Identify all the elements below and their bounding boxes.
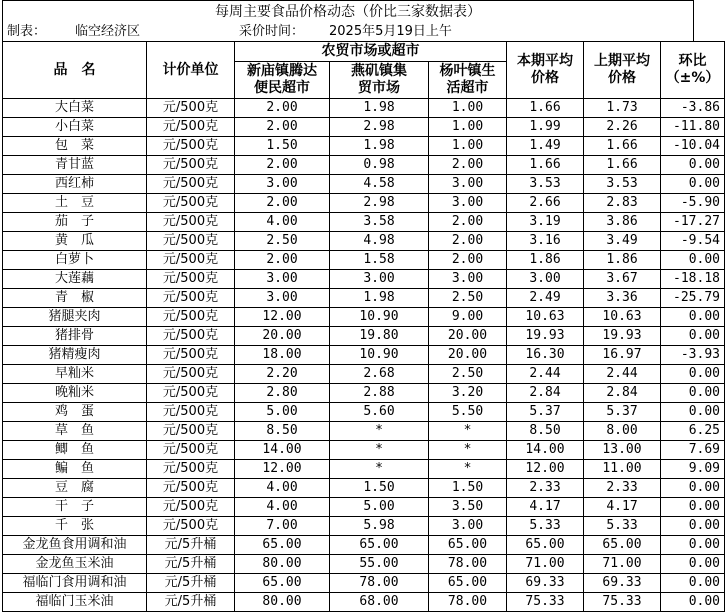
unit-cell: 元/500克	[147, 175, 235, 194]
change-percent: 0.00	[661, 536, 725, 555]
market3-price: 9.00	[429, 308, 507, 327]
market2-price: 4.98	[330, 232, 429, 251]
table-row	[3, 441, 725, 460]
previous-avg: 11.00	[584, 460, 661, 479]
table-row	[3, 422, 725, 441]
market1-price: 14.00	[235, 441, 330, 460]
header-previous	[584, 42, 661, 99]
table-row	[3, 536, 725, 555]
table-row	[3, 403, 725, 422]
item-name: 福临门玉米油	[3, 593, 147, 612]
market2-price: 2.68	[330, 365, 429, 384]
item-name: 白萝卜	[3, 251, 147, 270]
change-percent: 0.00	[661, 308, 725, 327]
change-percent: -10.04	[661, 137, 725, 156]
unit-cell: 元/500克	[147, 403, 235, 422]
market3-price: 3.00	[429, 270, 507, 289]
table-row	[3, 555, 725, 574]
unit-cell: 元/5升桶	[147, 593, 235, 612]
unit-cell: 元/500克	[147, 137, 235, 156]
table-row	[3, 517, 725, 536]
market1-price: 65.00	[235, 574, 330, 593]
change-percent: -18.18	[661, 270, 725, 289]
table-row	[3, 498, 725, 517]
market3-price: 3.00	[429, 517, 507, 536]
market1-price: 5.00	[235, 403, 330, 422]
market3-price: 2.00	[429, 232, 507, 251]
market2-price: 1.98	[330, 99, 429, 118]
market2-price: 19.80	[330, 327, 429, 346]
unit-cell: 元/500克	[147, 384, 235, 403]
previous-avg: 4.17	[584, 498, 661, 517]
current-avg: 1.49	[507, 137, 584, 156]
previous-avg: 13.00	[584, 441, 661, 460]
previous-avg: 8.00	[584, 422, 661, 441]
market3-price: 2.00	[429, 213, 507, 232]
market2-price: 1.58	[330, 251, 429, 270]
current-avg: 19.93	[507, 327, 584, 346]
item-name: 小白菜	[3, 118, 147, 137]
previous-avg: 5.33	[584, 517, 661, 536]
change-percent: 6.25	[661, 422, 725, 441]
market2-price: 10.90	[330, 346, 429, 365]
market3-price: 20.00	[429, 327, 507, 346]
change-percent: -17.27	[661, 213, 725, 232]
unit-cell: 元/500克	[147, 308, 235, 327]
current-avg: 2.49	[507, 289, 584, 308]
maker-label: 制表：	[7, 24, 47, 39]
change-percent: 0.00	[661, 327, 725, 346]
header-current	[507, 42, 584, 99]
unit-cell: 元/500克	[147, 346, 235, 365]
unit-cell: 元/5升桶	[147, 574, 235, 593]
market1-price: 4.00	[235, 498, 330, 517]
previous-avg: 3.53	[584, 175, 661, 194]
market3-price: 5.50	[429, 403, 507, 422]
unit-cell: 元/500克	[147, 460, 235, 479]
market2-price: *	[330, 441, 429, 460]
table-row	[3, 327, 725, 346]
market3-price: 1.00	[429, 99, 507, 118]
market3-price: *	[429, 460, 507, 479]
current-avg: 16.30	[507, 346, 584, 365]
item-name: 包 菜	[3, 137, 147, 156]
item-name: 草 鱼	[3, 422, 147, 441]
header-market2	[330, 62, 429, 99]
market3-price: 2.00	[429, 251, 507, 270]
current-avg: 65.00	[507, 536, 584, 555]
market3-price: *	[429, 441, 507, 460]
previous-avg: 2.26	[584, 118, 661, 137]
maker-value: 临空经济区	[75, 24, 141, 39]
market1-price: 4.00	[235, 479, 330, 498]
market3-price: 1.00	[429, 137, 507, 156]
current-avg: 2.44	[507, 365, 584, 384]
market2-price: 3.00	[330, 270, 429, 289]
item-name: 青 椒	[3, 289, 147, 308]
market1-price: 3.00	[235, 289, 330, 308]
market1-price: 2.00	[235, 194, 330, 213]
time-value: 2025年5月19日上午	[329, 24, 452, 39]
time-label: 采价时间：	[239, 24, 305, 39]
market1-price: 2.00	[235, 251, 330, 270]
unit-cell: 元/500克	[147, 232, 235, 251]
unit-cell: 元/500克	[147, 213, 235, 232]
market1-price: 2.50	[235, 232, 330, 251]
current-avg: 8.50	[507, 422, 584, 441]
market1-price: 18.00	[235, 346, 330, 365]
market1-price: 2.20	[235, 365, 330, 384]
market1-price: 80.00	[235, 593, 330, 612]
table-row	[3, 460, 725, 479]
market2-price: 2.98	[330, 118, 429, 137]
market2-price: 1.98	[330, 289, 429, 308]
market3-price: 3.00	[429, 175, 507, 194]
current-avg: 1.66	[507, 156, 584, 175]
table-row	[3, 175, 725, 194]
previous-avg: 2.33	[584, 479, 661, 498]
market1-price: 2.00	[235, 118, 330, 137]
item-name: 猪排骨	[3, 327, 147, 346]
market2-price: 0.98	[330, 156, 429, 175]
sheet-meta	[2, 22, 694, 41]
change-percent: 0.00	[661, 384, 725, 403]
table-row	[3, 479, 725, 498]
market2-price: 3.58	[330, 213, 429, 232]
item-name: 豆 腐	[3, 479, 147, 498]
header-market2-line2: 贸市场	[358, 80, 400, 96]
market2-price: 2.88	[330, 384, 429, 403]
market2-price: 1.50	[330, 479, 429, 498]
market3-price: 2.00	[429, 156, 507, 175]
unit-cell: 元/500克	[147, 289, 235, 308]
market3-price: 20.00	[429, 346, 507, 365]
current-avg: 2.33	[507, 479, 584, 498]
table-row	[3, 99, 725, 118]
item-name: 干 子	[3, 498, 147, 517]
item-name: 千 张	[3, 517, 147, 536]
header-current-line1: 本期平均	[517, 53, 573, 69]
previous-avg: 1.66	[584, 137, 661, 156]
market3-price: 1.00	[429, 118, 507, 137]
market3-price: 78.00	[429, 555, 507, 574]
market3-price: 2.50	[429, 289, 507, 308]
change-percent: -11.80	[661, 118, 725, 137]
current-avg: 5.37	[507, 403, 584, 422]
change-percent: -9.54	[661, 232, 725, 251]
current-avg: 4.17	[507, 498, 584, 517]
market1-price: 80.00	[235, 555, 330, 574]
header-market1-line2: 便民超市	[254, 80, 310, 96]
market2-price: *	[330, 460, 429, 479]
previous-avg: 69.33	[584, 574, 661, 593]
market1-price: 65.00	[235, 536, 330, 555]
unit-cell: 元/500克	[147, 270, 235, 289]
change-percent: -3.86	[661, 99, 725, 118]
item-name: 猪精瘦肉	[3, 346, 147, 365]
header-previous-line1: 上期平均	[594, 53, 650, 69]
change-percent: 0.00	[661, 251, 725, 270]
change-percent: 0.00	[661, 403, 725, 422]
item-name: 猪腿夹肉	[3, 308, 147, 327]
current-avg: 10.63	[507, 308, 584, 327]
table-row	[3, 346, 725, 365]
market1-price: 7.00	[235, 517, 330, 536]
change-percent: 0.00	[661, 555, 725, 574]
current-avg: 1.99	[507, 118, 584, 137]
market3-price: 65.00	[429, 536, 507, 555]
item-name: 鸡 蛋	[3, 403, 147, 422]
previous-avg: 1.86	[584, 251, 661, 270]
market3-price: 3.00	[429, 194, 507, 213]
current-avg: 3.53	[507, 175, 584, 194]
change-percent: 0.00	[661, 574, 725, 593]
header-market3-line2: 活超市	[446, 80, 489, 96]
previous-avg: 10.63	[584, 308, 661, 327]
market2-price: 2.98	[330, 194, 429, 213]
market2-price: 5.00	[330, 498, 429, 517]
previous-avg: 75.33	[584, 593, 661, 612]
current-avg: 1.86	[507, 251, 584, 270]
market1-price: 2.00	[235, 99, 330, 118]
market3-price: *	[429, 422, 507, 441]
market1-price: 1.50	[235, 137, 330, 156]
header-market-group: 农贸市场或超市	[235, 42, 507, 62]
change-percent: -5.90	[661, 194, 725, 213]
table-row	[3, 232, 725, 251]
previous-avg: 65.00	[584, 536, 661, 555]
table-row	[3, 384, 725, 403]
header-change-line2: （±%）	[665, 70, 720, 86]
table-row	[3, 270, 725, 289]
item-name: 黄 瓜	[3, 232, 147, 251]
change-percent: -3.93	[661, 346, 725, 365]
table-row	[3, 308, 725, 327]
table-body	[3, 99, 725, 612]
table-row	[3, 213, 725, 232]
previous-avg: 2.44	[584, 365, 661, 384]
change-percent: 0.00	[661, 175, 725, 194]
market2-price: 1.98	[330, 137, 429, 156]
change-percent: 0.00	[661, 479, 725, 498]
market1-price: 3.00	[235, 270, 330, 289]
item-name: 西红柿	[3, 175, 147, 194]
header-change-line1: 环比	[678, 53, 707, 69]
unit-cell: 元/500克	[147, 441, 235, 460]
item-name: 青甘蓝	[3, 156, 147, 175]
change-percent: 0.00	[661, 498, 725, 517]
table-row	[3, 593, 725, 612]
header-unit: 计价单位	[147, 42, 235, 99]
current-avg: 5.33	[507, 517, 584, 536]
item-name: 鲫 鱼	[3, 441, 147, 460]
header-market2-line1: 燕矶镇集	[351, 63, 407, 79]
item-name: 大莲藕	[3, 270, 147, 289]
previous-avg: 3.67	[584, 270, 661, 289]
header-current-line2: 价格	[531, 70, 559, 86]
current-avg: 3.00	[507, 270, 584, 289]
item-name: 金龙鱼玉米油	[3, 555, 147, 574]
market3-price: 3.20	[429, 384, 507, 403]
previous-avg: 2.83	[584, 194, 661, 213]
market1-price: 3.00	[235, 175, 330, 194]
previous-avg: 3.49	[584, 232, 661, 251]
unit-cell: 元/500克	[147, 498, 235, 517]
market2-price: 10.90	[330, 308, 429, 327]
table-row	[3, 118, 725, 137]
market2-price: 68.00	[330, 593, 429, 612]
item-name: 鳊 鱼	[3, 460, 147, 479]
market3-price: 1.50	[429, 479, 507, 498]
item-name: 大白菜	[3, 99, 147, 118]
price-table	[2, 41, 725, 612]
previous-avg: 19.93	[584, 327, 661, 346]
market1-price: 12.00	[235, 460, 330, 479]
change-percent: 0.00	[661, 593, 725, 612]
market2-price: 5.60	[330, 403, 429, 422]
market2-price: 5.98	[330, 517, 429, 536]
market2-price: 65.00	[330, 536, 429, 555]
table-row	[3, 289, 725, 308]
table-row	[3, 365, 725, 384]
header-previous-line2: 价格	[608, 70, 636, 86]
item-name: 金龙鱼食用调和油	[3, 536, 147, 555]
previous-avg: 16.97	[584, 346, 661, 365]
current-avg: 12.00	[507, 460, 584, 479]
current-avg: 69.33	[507, 574, 584, 593]
current-avg: 14.00	[507, 441, 584, 460]
previous-avg: 1.66	[584, 156, 661, 175]
market2-price: *	[330, 422, 429, 441]
current-avg: 1.66	[507, 99, 584, 118]
item-name: 土 豆	[3, 194, 147, 213]
header-market3-line1: 杨叶镇生	[439, 63, 496, 79]
change-percent: 0.00	[661, 517, 725, 536]
current-avg: 3.19	[507, 213, 584, 232]
header-market3	[429, 62, 507, 99]
market1-price: 2.00	[235, 156, 330, 175]
market2-price: 55.00	[330, 555, 429, 574]
current-avg: 75.33	[507, 593, 584, 612]
previous-avg: 3.36	[584, 289, 661, 308]
change-percent: 9.09	[661, 460, 725, 479]
market2-price: 4.58	[330, 175, 429, 194]
unit-cell: 元/500克	[147, 327, 235, 346]
change-percent: 7.69	[661, 441, 725, 460]
unit-cell: 元/5升桶	[147, 555, 235, 574]
item-name: 早籼米	[3, 365, 147, 384]
market1-price: 12.00	[235, 308, 330, 327]
market3-price: 78.00	[429, 593, 507, 612]
unit-cell: 元/500克	[147, 251, 235, 270]
sheet-title: 每周主要食品价格动态（价比三家数据表）	[2, 0, 694, 22]
unit-cell: 元/500克	[147, 517, 235, 536]
header-name: 品 名	[3, 42, 147, 99]
current-avg: 2.84	[507, 384, 584, 403]
current-avg: 3.16	[507, 232, 584, 251]
unit-cell: 元/500克	[147, 99, 235, 118]
unit-cell: 元/500克	[147, 422, 235, 441]
change-percent: 0.00	[661, 365, 725, 384]
market3-price: 65.00	[429, 574, 507, 593]
table-row	[3, 251, 725, 270]
market1-price: 20.00	[235, 327, 330, 346]
table-row	[3, 194, 725, 213]
item-name: 福临门食用调和油	[3, 574, 147, 593]
current-avg: 71.00	[507, 555, 584, 574]
table-row	[3, 156, 725, 175]
market1-price: 2.80	[235, 384, 330, 403]
market1-price: 8.50	[235, 422, 330, 441]
unit-cell: 元/500克	[147, 118, 235, 137]
item-name: 晚籼米	[3, 384, 147, 403]
unit-cell: 元/500克	[147, 365, 235, 384]
unit-cell: 元/500克	[147, 479, 235, 498]
header-change	[661, 42, 725, 99]
header-market1-line1: 新庙镇腾达	[247, 63, 317, 79]
market1-price: 4.00	[235, 213, 330, 232]
item-name: 茄 子	[3, 213, 147, 232]
market3-price: 3.50	[429, 498, 507, 517]
change-percent: -25.79	[661, 289, 725, 308]
unit-cell: 元/500克	[147, 194, 235, 213]
change-percent: 0.00	[661, 156, 725, 175]
table-row	[3, 137, 725, 156]
previous-avg: 71.00	[584, 555, 661, 574]
market3-price: 2.50	[429, 365, 507, 384]
market2-price: 78.00	[330, 574, 429, 593]
previous-avg: 2.84	[584, 384, 661, 403]
previous-avg: 1.73	[584, 99, 661, 118]
previous-avg: 5.37	[584, 403, 661, 422]
unit-cell: 元/500克	[147, 156, 235, 175]
current-avg: 2.66	[507, 194, 584, 213]
header-market1	[235, 62, 330, 99]
unit-cell: 元/5升桶	[147, 536, 235, 555]
previous-avg: 3.86	[584, 213, 661, 232]
table-row	[3, 574, 725, 593]
